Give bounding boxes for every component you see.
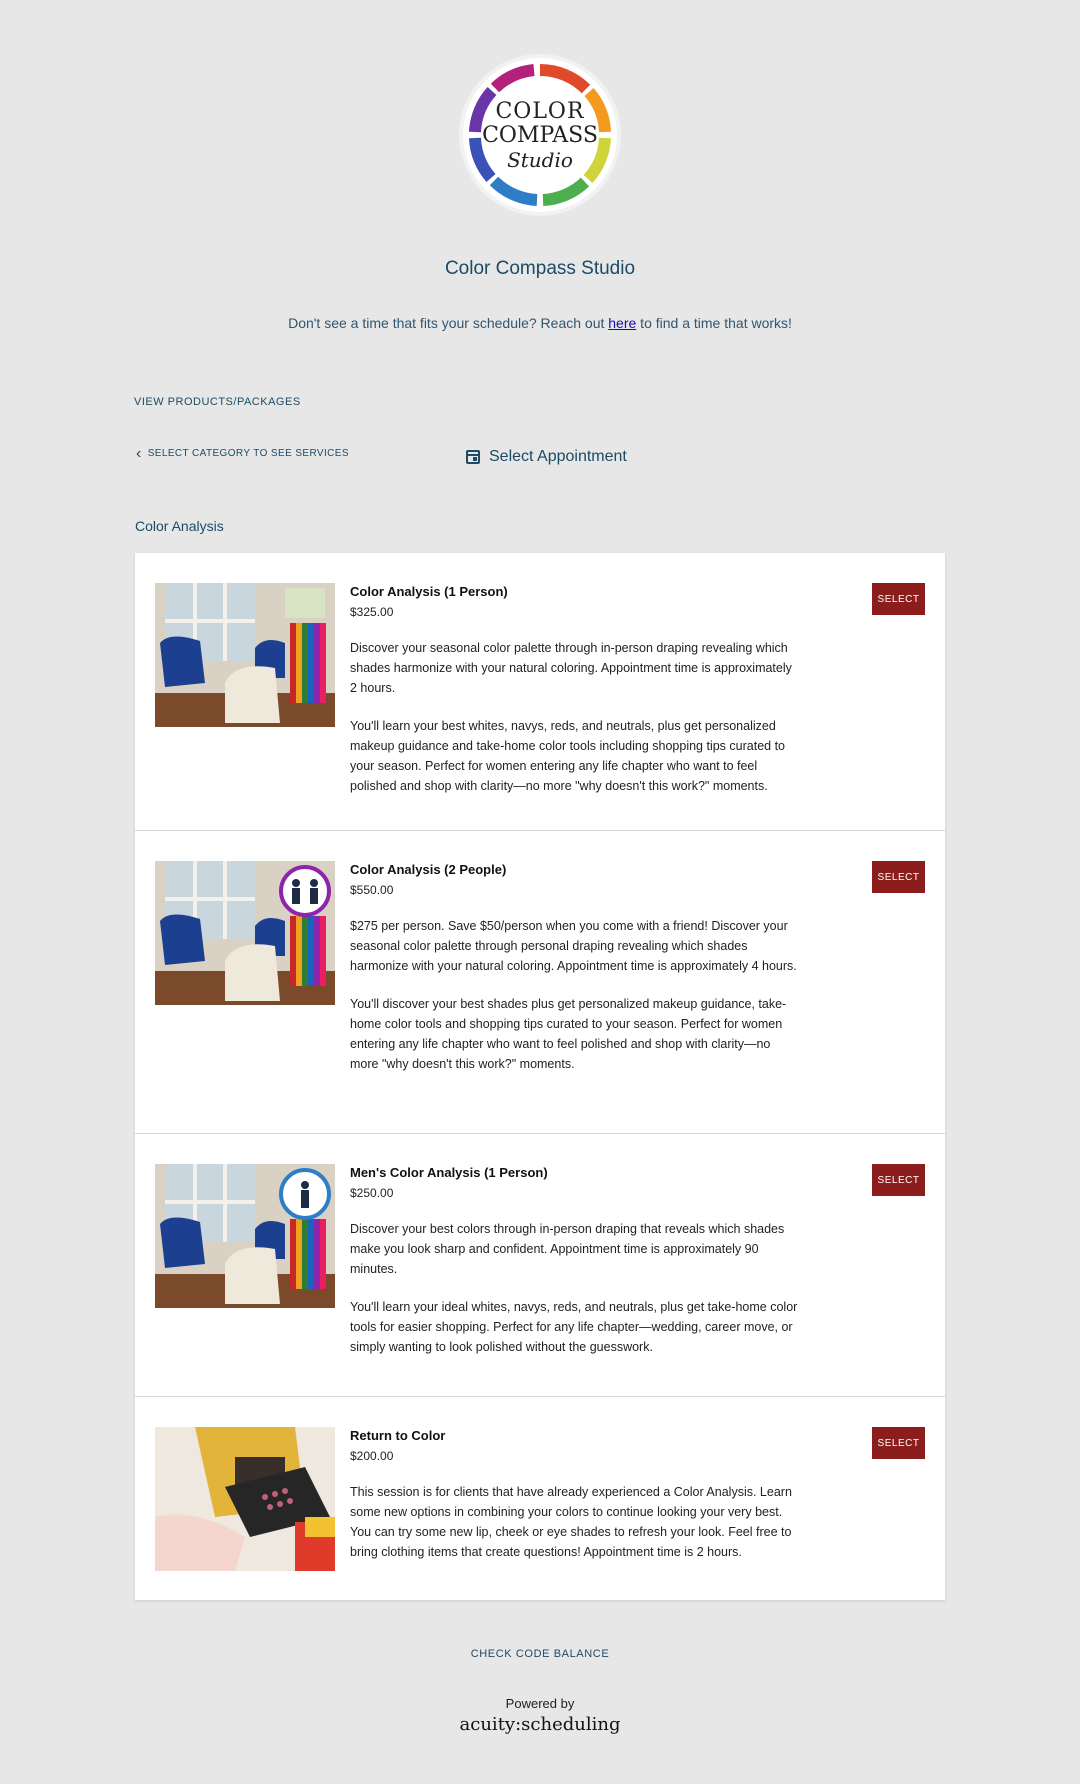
service-description: Discover your best colors through in-person draping that reveals which shades make you look sharp and confident. Appointment time is approximately 90 minutes. xyxy=(350,1222,785,1276)
notice-text-before: Don't see a time that fits your schedule? Reach out xyxy=(288,315,609,331)
logo-line-3: Studio xyxy=(507,148,573,172)
select-button[interactable]: SELECT xyxy=(872,583,925,615)
service-description: You'll learn your ideal whites, navys, reds, and neutrals, plus get take-home color tools for easier shopping. Perfect for any life chapter—wedding, career move, or simply wanting to look polished without the guesswork. xyxy=(350,1300,798,1354)
service-description: You'll learn your best whites, navys, reds, and neutrals, plus get personalized makeup guidance and take-home color tools including shopping tips curated to your season. Perfect for women entering any life chapter who want to feel polished and shop with clarity—no more "why doesn't this work?" moments. xyxy=(350,719,785,793)
service-card xyxy=(135,553,945,830)
service-card xyxy=(135,1396,945,1600)
check-code-balance-link[interactable]: CHECK CODE BALANCE xyxy=(470,1648,610,1660)
service-list xyxy=(135,553,945,1600)
studio-logo xyxy=(463,58,617,212)
back-to-categories-link[interactable] xyxy=(136,444,349,462)
service-card xyxy=(135,830,945,1133)
calendar-icon xyxy=(466,450,480,464)
service-description: Discover your seasonal color palette through in-person draping revealing which shades harmonize with your natural coloring. Appointment time is approximately 2 hours. xyxy=(350,641,792,695)
service-price: $325.00 xyxy=(350,605,394,619)
step-title: Select Appointment xyxy=(489,448,627,465)
logo-line-1: COLOR xyxy=(495,99,585,124)
service-name: Return to Color xyxy=(350,1428,446,1443)
service-description: $275 per person. Save $50/person when you come with a friend! Discover your seasonal color palette through personal draping revealing which shades harmonize with your natural coloring. Appointment time is approximately 4 hours. xyxy=(350,919,797,973)
notice-text-after: to find a time that works! xyxy=(636,315,792,331)
schedule-notice xyxy=(0,315,1080,331)
category-title: Color Analysis xyxy=(135,518,224,534)
step-heading xyxy=(466,448,627,466)
service-image xyxy=(155,583,335,727)
service-card xyxy=(135,1133,945,1396)
logo-line-2: COMPASS xyxy=(482,123,598,148)
select-button[interactable]: SELECT xyxy=(872,1164,925,1196)
service-description: You'll discover your best shades plus get personalized makeup guidance, take-home color tools and shopping tips curated to your season. Perfect for women entering any life chapter who want to feel polished and shop with clarity—no more "why doesn't this work?" moments. xyxy=(350,997,787,1071)
powered-by-label: Powered by xyxy=(505,1696,575,1711)
chevron-left-icon: ‹ xyxy=(136,444,142,462)
service-price: $200.00 xyxy=(350,1449,394,1463)
acuity-logo[interactable]: acuity:scheduling xyxy=(459,1714,621,1735)
service-name: Men's Color Analysis (1 Person) xyxy=(350,1165,548,1180)
select-button[interactable]: SELECT xyxy=(872,1427,925,1459)
back-link-label: SELECT CATEGORY TO SEE SERVICES xyxy=(147,448,349,459)
service-image xyxy=(155,1427,335,1571)
reach-out-link[interactable]: here xyxy=(608,315,637,331)
studio-title: Color Compass Studio xyxy=(444,258,636,279)
service-name: Color Analysis (1 Person) xyxy=(350,584,508,599)
service-price: $250.00 xyxy=(350,1186,394,1200)
select-button[interactable]: SELECT xyxy=(872,861,925,893)
service-name: Color Analysis (2 People) xyxy=(350,862,507,877)
service-description: This session is for clients that have already experienced a Color Analysis. Learn some new options in combining your colors to continue looking your very best. You can try some new lip, cheek or eye shades to refresh your look. Feel free to bring clothing items that create questions! Appointment time is 2 hours. xyxy=(350,1485,792,1559)
service-image xyxy=(155,861,335,1005)
service-price: $550.00 xyxy=(350,883,394,897)
service-image xyxy=(155,1164,335,1308)
view-products-link[interactable]: VIEW PRODUCTS/PACKAGES xyxy=(134,396,301,408)
